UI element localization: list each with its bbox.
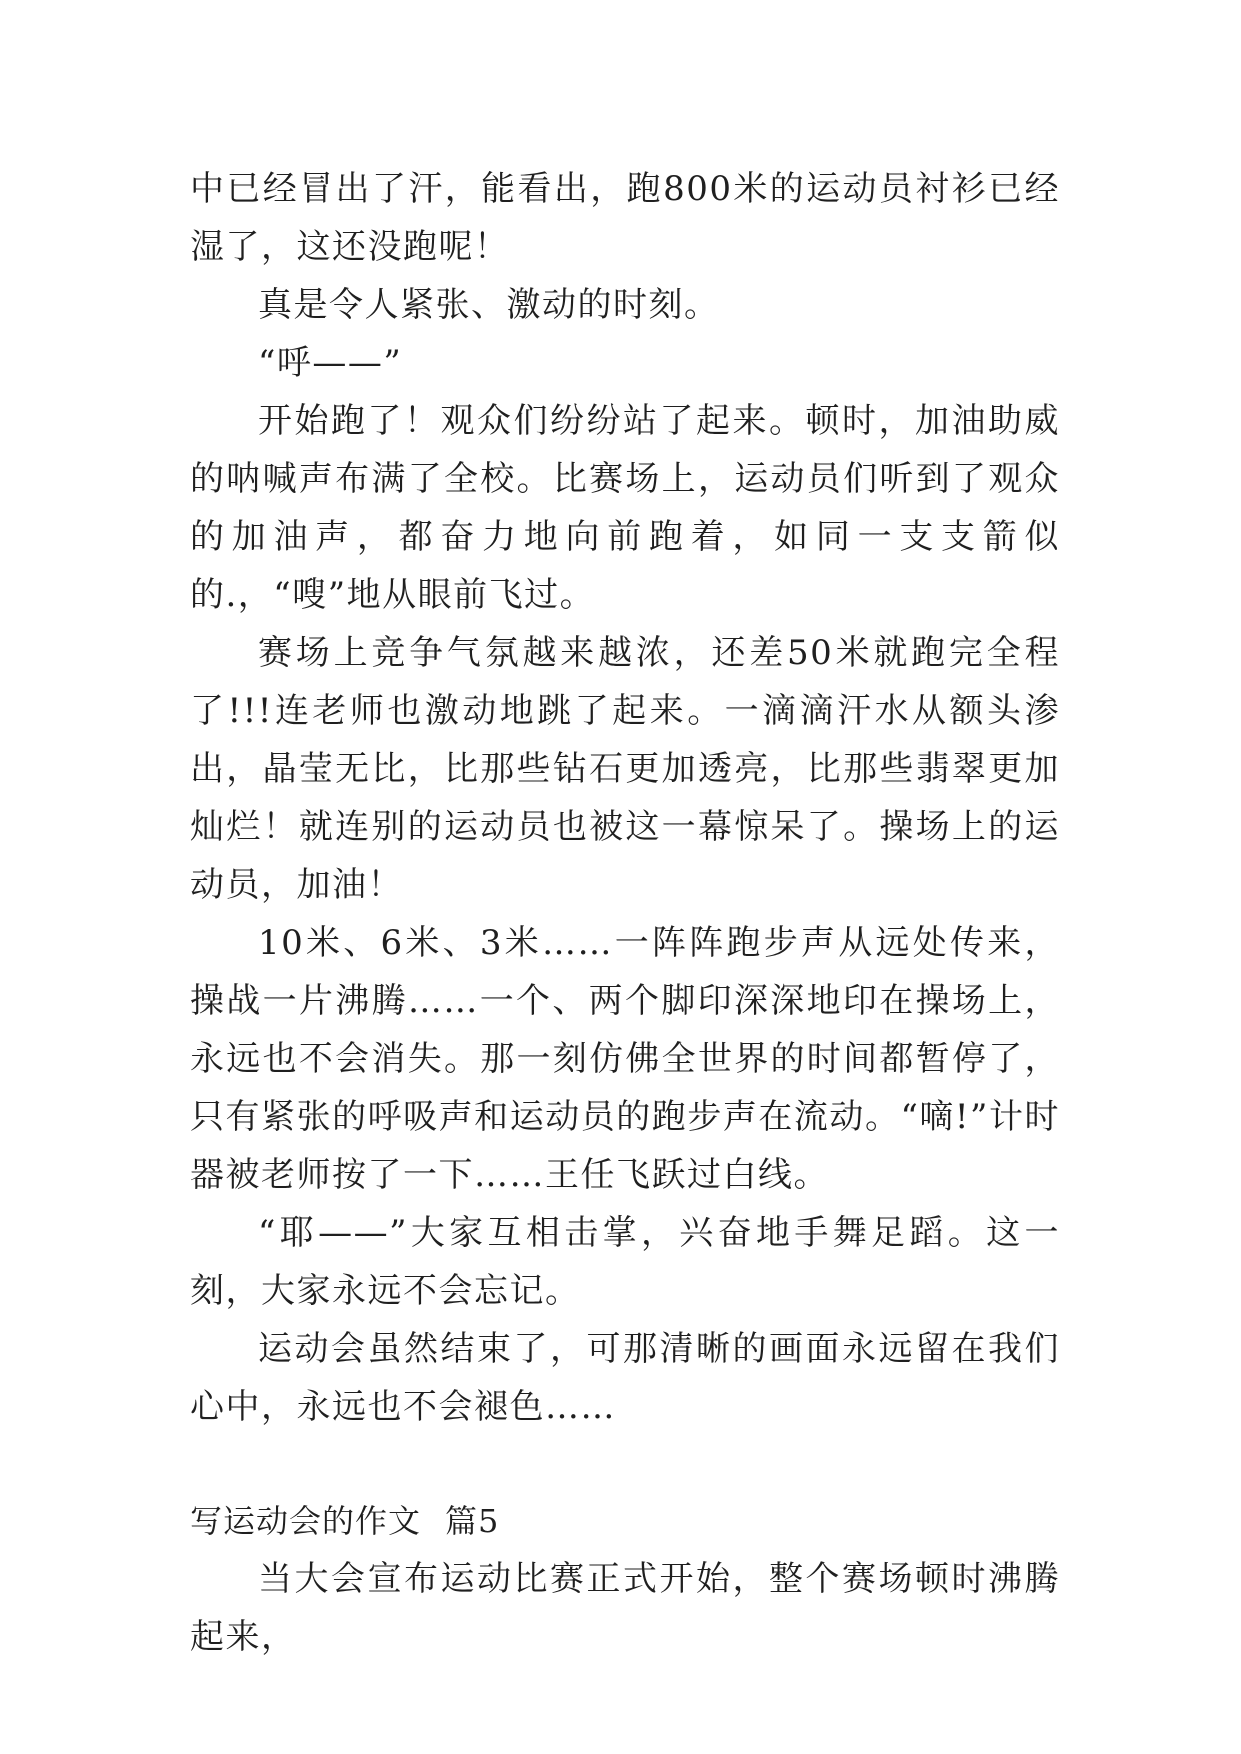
paragraph: 10米、6米、3米……一阵阵跑步声从远处传来，操战一片沸腾……一个、两个脚印深深地印在操场上，永远也不会消失。那一刻仿佛全世界的时间都暂停了，只有紧张的呼吸声和运动员的跑步声在流动。“嘀!”计时器被老师按了一下……王任飞跃过白线。 <box>190 923 1060 1195</box>
paragraph: “耶——”大家互相击掌，兴奋地手舞足蹈。这一刻，大家永远不会忘记。 <box>190 1213 1060 1311</box>
section-label: 篇5 <box>445 1502 500 1540</box>
document-body <box>190 160 1060 1666</box>
paragraph: 当大会宣布运动比赛正式开始，整个赛场顿时沸腾起来， <box>190 1559 1060 1657</box>
paragraph: 开始跑了！观众们纷纷站了起来。顿时，加油助威的呐喊声布满了全校。比赛场上，运动员们听到了观众的加油声，都奋力地向前跑着，如同一支支箭似的.，“嗖”地从眼前飞过。 <box>190 401 1060 615</box>
paragraph: 真是令人紧张、激动的时刻。 <box>258 285 720 325</box>
section-title: 写运动会的作文 <box>190 1502 422 1540</box>
paragraph: 赛场上竞争气氛越来越浓，还差50米就跑完全程了!!!连老师也激动地跳了起来。一滴滴汗水从额头渗出，晶莹无比，比那些钻石更加透亮，比那些翡翠更加灿烂！就连别的运动员也被这一幕惊呆了。操场上的运动员，加油！ <box>190 633 1060 905</box>
paragraph: “呼——” <box>258 343 403 383</box>
paragraph: 中已经冒出了汗，能看出，跑800米的运动员衬衫已经湿了，这还没跑呢！ <box>190 169 1060 267</box>
section-heading <box>190 1492 1060 1550</box>
paragraph: 运动会虽然结束了，可那清晰的画面永远留在我们心中，永远也不会褪色…… <box>190 1329 1060 1427</box>
